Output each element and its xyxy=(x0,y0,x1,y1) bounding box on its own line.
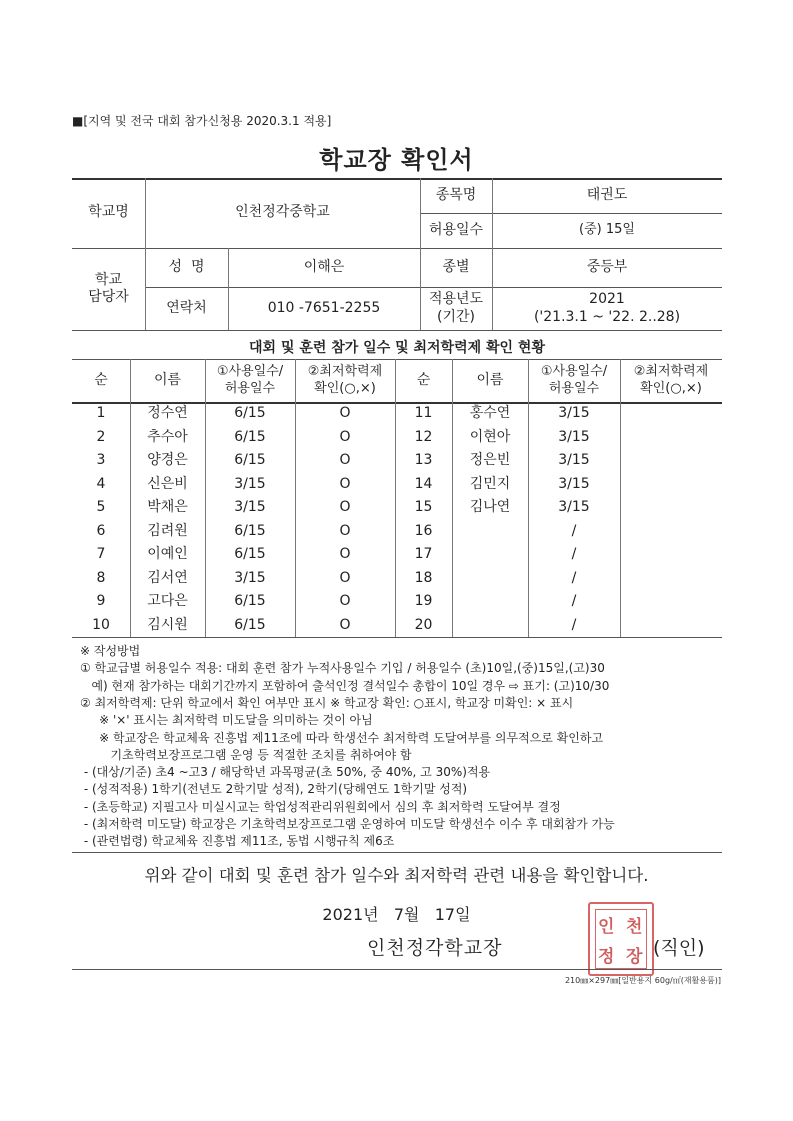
note-line: - (최저학력 미도달) 학교장은 기초학력보장프로그램 운영하여 미도달 학생선수 이수 후 대회참가 가능 xyxy=(80,817,615,831)
date-text: 2021년 7월 17일 xyxy=(322,905,471,924)
row-left-no: 5 xyxy=(96,499,106,515)
row-right-used: / xyxy=(571,546,577,562)
name-value: 이해은 xyxy=(303,258,345,275)
sport-label: 종목명 xyxy=(435,186,477,203)
note-line: 기초학력보장프로그램 운영 등 적절한 조치를 취하여야 함 xyxy=(80,747,412,762)
note-line: ※ 작성방법 xyxy=(80,644,141,658)
row-right-no: 11 xyxy=(414,405,433,421)
row-left-no: 8 xyxy=(96,569,106,586)
row-left-check: O xyxy=(339,593,351,609)
year-label: 적용년도 (기간) xyxy=(428,291,484,325)
row-left-check: O xyxy=(339,452,351,468)
header-check-left: ②최저학력제 확인(○,×) xyxy=(307,364,383,396)
type-value: 중등부 xyxy=(586,258,628,275)
status-title: 대회 및 훈련 참가 일수 및 최저학력제 확인 현황 xyxy=(249,340,545,356)
row-right-used: / xyxy=(571,522,577,539)
year-value: 2021 ('21.3.1 ~ '22. 2..28) xyxy=(533,291,681,325)
row-left-no: 9 xyxy=(96,593,106,609)
row-right-check xyxy=(620,543,722,567)
row-left-check: O xyxy=(339,616,351,633)
row-right-no: 20 xyxy=(414,616,433,633)
school-value: 인천정각중학교 xyxy=(235,204,330,221)
row-right-no: 13 xyxy=(414,452,433,468)
row-left-used: 6/15 xyxy=(234,452,266,468)
row-right-name xyxy=(452,590,528,614)
row-left-used: 6/15 xyxy=(234,405,266,421)
school-seal: 인 천 정 장 xyxy=(588,902,654,976)
seal-label: (직인) xyxy=(653,937,705,959)
row-right-name: 김민지 xyxy=(469,475,511,492)
row-right-used: 3/15 xyxy=(558,452,590,468)
row-left-check: O xyxy=(339,428,351,445)
contact-label: 연락처 xyxy=(166,299,207,316)
row-left-no: 7 xyxy=(96,546,106,562)
row-left-name: 김려원 xyxy=(147,522,188,539)
notes-bottom-line xyxy=(72,852,722,853)
row-right-name xyxy=(452,543,528,567)
type-label: 종별 xyxy=(442,258,470,275)
row-right-check xyxy=(620,402,722,426)
row-right-no: 17 xyxy=(414,546,433,562)
row-left-check: O xyxy=(339,499,351,515)
row-left-name: 이예인 xyxy=(147,546,188,562)
note-line: ※ 학교장은 학교체육 진흥법 제11조에 따라 학생선수 최저학력 도달여부를 의무적으로 확인하고 xyxy=(80,730,604,745)
row-left-name: 양경은 xyxy=(147,452,188,468)
name-label: 성 명 xyxy=(168,258,205,275)
row-right-used: 3/15 xyxy=(558,405,590,421)
note-line: ① 학교급별 허용일수 적용: 대회 훈련 참가 누적사용일수 기입 / 허용일수 (초)10일,(중)15일,(고)30 xyxy=(80,661,605,676)
row-left-name: 신은비 xyxy=(147,475,188,492)
row-left-used: 6/15 xyxy=(234,522,266,539)
row-right-check xyxy=(620,496,722,520)
row-right-used: / xyxy=(571,593,577,609)
row-left-check: O xyxy=(339,475,351,492)
row-left-name: 고다은 xyxy=(147,593,188,609)
days-value: (중) 15일 xyxy=(579,222,635,238)
row-right-no: 12 xyxy=(414,428,433,445)
days-label: 허용일수 xyxy=(428,221,484,238)
row-right-used: / xyxy=(571,616,577,633)
row-left-name: 김서연 xyxy=(147,569,188,586)
row-right-check xyxy=(620,473,722,497)
row-right-name: 홍수연 xyxy=(469,405,511,421)
header-no-right: 순 xyxy=(416,371,431,388)
row-right-used: 3/15 xyxy=(558,499,590,515)
row-right-check xyxy=(620,426,722,450)
row-left-used: 6/15 xyxy=(234,546,266,562)
note-line: - (성적적용) 1학기(전년도 2학기말 성적), 2학기(당해연도 1학기말 성적) xyxy=(80,782,468,797)
status-bottom-line xyxy=(72,637,722,638)
note-line: - (관련법령) 학교체육 진흥법 제11조, 동법 시행규칙 제6조 xyxy=(80,834,395,849)
note-line: - (초등학교) 지필고사 미실시교는 학업성적관리위원회에서 심의 후 최저학력 도달여부 결정 xyxy=(80,799,561,814)
row-right-name xyxy=(452,520,528,544)
row-left-name: 박채은 xyxy=(147,499,188,515)
row-right-no: 19 xyxy=(414,593,433,609)
row-left-used: 6/15 xyxy=(234,616,266,633)
row-right-check xyxy=(620,449,722,473)
row-left-check: O xyxy=(339,546,351,562)
header-note: ■[지역 및 전국 대회 참가신청용 2020.3.1 적용] xyxy=(72,114,332,128)
row-right-no: 14 xyxy=(414,475,433,492)
row-left-used: 3/15 xyxy=(234,569,266,586)
row-left-no: 3 xyxy=(96,452,106,468)
note-line: 예) 현재 참가하는 대회기간까지 포함하여 출석인정 결석일수 총합이 10일 경우 ⇨ 표기: (고)10/30 xyxy=(80,678,610,693)
row-right-check xyxy=(620,520,722,544)
row-left-used: 6/15 xyxy=(234,428,266,445)
info-bottom-line xyxy=(72,330,722,331)
row-left-check: O xyxy=(339,569,351,586)
header-check-right: ②최저학력제 확인(○,×) xyxy=(633,364,709,396)
row-right-name: 이현아 xyxy=(469,428,511,445)
contact-value: 010 -7651-2255 xyxy=(267,299,381,316)
row-right-no: 16 xyxy=(414,522,433,539)
footer-line xyxy=(72,969,722,970)
manager-label: 학교 담당자 xyxy=(88,271,129,305)
row-left-no: 4 xyxy=(96,475,106,492)
row-right-name xyxy=(452,567,528,591)
row-right-name: 정은빈 xyxy=(469,452,511,468)
school-label: 학교명 xyxy=(88,204,129,221)
row-left-used: 6/15 xyxy=(234,593,266,609)
row-left-name: 정수연 xyxy=(147,405,188,421)
confirm-text: 위와 같이 대회 및 훈련 참가 일수와 최저학력 관련 내용을 확인합니다. xyxy=(144,866,649,885)
row-right-used: 3/15 xyxy=(558,475,590,492)
header-name-left: 이름 xyxy=(153,371,182,388)
note-line: ② 최저학력제: 단위 학교에서 확인 여부만 표시 ※ 학교장 확인: ○표시, 학교장 미확인: × 표시 xyxy=(80,695,574,710)
row-right-used: 3/15 xyxy=(558,428,590,445)
row-right-used: / xyxy=(571,569,577,586)
header-used-right: ①사용일수/ 허용일수 xyxy=(540,364,608,396)
row-right-name xyxy=(452,614,528,638)
row-left-no: 6 xyxy=(96,522,106,539)
footer-spec: 210㎜×297㎜[일반용지 60g/㎡(재활용품)] xyxy=(564,976,721,985)
row-right-check xyxy=(620,614,722,638)
row-right-no: 15 xyxy=(414,499,433,515)
note-line: ※ '×' 표시는 최저학력 미도달을 의미하는 것이 아님 xyxy=(80,713,373,728)
row-left-name: 김시원 xyxy=(147,616,188,633)
row-left-check: O xyxy=(339,405,351,421)
row-left-no: 10 xyxy=(92,616,110,633)
row-right-check xyxy=(620,590,722,614)
row-right-check xyxy=(620,567,722,591)
row-left-no: 2 xyxy=(96,428,106,445)
header-used-left: ①사용일수/ 허용일수 xyxy=(216,364,284,396)
note-line: - (대상/기준) 초4 ~고3 / 해당학년 과목평균(초 50%, 중 40%, 고 30%)적용 xyxy=(80,765,491,780)
row-right-no: 18 xyxy=(414,569,433,586)
row-left-name: 추수아 xyxy=(147,428,188,445)
sport-value: 태권도 xyxy=(586,186,628,203)
header-no-left: 순 xyxy=(94,371,108,388)
page-title: 학교장 확인서 xyxy=(319,146,474,174)
row-left-no: 1 xyxy=(96,405,106,421)
row-left-used: 3/15 xyxy=(234,475,266,492)
principal-text: 인천정각학교장 xyxy=(367,937,503,959)
row-right-name: 김나연 xyxy=(469,499,511,515)
row-left-check: O xyxy=(339,522,351,539)
row-left-used: 3/15 xyxy=(234,499,266,515)
header-name-right: 이름 xyxy=(476,371,504,388)
